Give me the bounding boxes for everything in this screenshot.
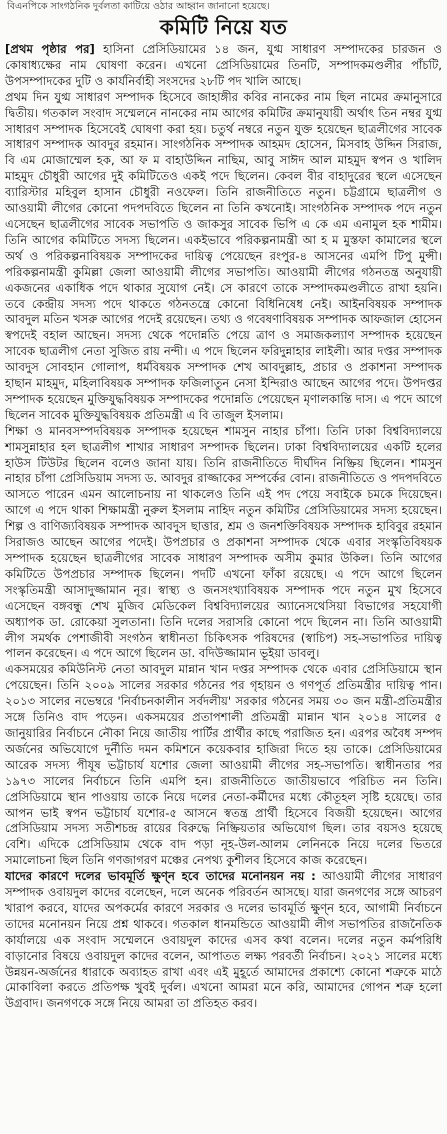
paragraph-text: প্রথম দিন যুগ্ম সাধারণ সম্পাদক হিসেবে জাহাঙ্গীর কবির নানকের নাম ছিল নামের ক্রমানুসারে দ্বিতীয়। গতকাল সংবাদ সম্মেলনে নানকের নাম আগের কমিটির ক্রমানুযায়ী অর্থাৎ তিন নম্বর যুগ্ম সাধারণ সম্পাদক হিসেবেই ঘোষণা করা হয়। চতুর্থ নম্বরে নতুন যুক্ত হয়েছেন ছাত্রলীগের সাবেক সাধারণ সম্পাদক আবদুর রহমান। সাংগঠনিক সম্পাদক আহমদ হোসেন, মিসবাহ উদ্দিন সিরাজ, বি এম মোজাম্মেল হক, আ ফ ম বাহাউদ্দিন নাছিম, আবু সাঈদ আল মাহমুদ স্বপন ও খালিদ মাহমুদ চৌধুরী আগের দুই কমিটিতেও একই পদে ছিলেন। কেবল বীর বাহাদুরের স্থলে এসেছেন ব্যারিস্টার মহিবুল হাসান চৌধুরী নওফেল। তিনি রাজনীতিতে নতুন। চট্টগ্রামে ছাত্রলীগ ও আওয়ামী লীগের কোনো পদপদবিতে ছিলেন না তিনি কখনোই। সাংগঠনিক সম্পাদক পদে নতুন এসেছেন ছাত্রলীগের সাবেক সভাপতি ও জাকসুর সাবেক ভিপি এ কে এম এনামুল হক শামীম। তিনি আগের কমিটিতে সদস্য ছিলেন। একইভাবে পরিকল্পনামন্ত্রী আ হ ম মুস্তফা কামালের স্থলে অর্থ ও পরিকল্পনাবিষয়ক সম্পাদকের দায়িত্ব পেয়েছেন রংপুর-৪ আসনের এমপি টিপু মুন্সী। পরিকল্পনামন্ত্রী কুমিল্লা জেলা আওয়ামী লীগের সভাপতি। আওয়ামী লীগের গঠনতন্ত্র অনুযায়ী একজনের একাধিক পদে থাকার সুযোগ নেই। সে কারণে তাকে সম্পাদকমণ্ডলীতে রাখা হয়নি। তবে কেন্দ্রীয় সদস্য পদে থাকতে গঠনতন্ত্রে কোনো বিধিনিষেধ নেই। আইনবিষয়ক সম্পাদক আবদুল মতিন খসরু আগের পদেই রয়েছেন। তথ্য ও গবেষণাবিষয়ক সম্পাদক আফজাল হোসেন স্বপদেই বহাল আছেন। সদস্য থেকে পদোন্নতি পেয়ে ত্রাণ ও সমাজকল্যাণ সম্পাদক হয়েছেন সাবেক ছাত্রলীগ নেতা সুজিত রায় নন্দী। এ পদে ছিলেন ফরিদুন্নাহার লাইলী। আর দপ্তর সম্পাদক আবদুস সোবহান গোলাপ, ধর্মবিষয়ক সম্পাদক শেখ আবদুল্লাহ, প্রচার ও প্রকাশনা সম্পাদক হাছান মাহমুদ, মহিলাবিষয়ক সম্পাদক ফজিলাতুন নেসা ইন্দিরাও আছেন আগের পদে। উপদপ্তর সম্পাদক হয়েছেন মুক্তিযুদ্ধবিষয়ক সম্পাদকের পদোন্নতি পেয়েছেন মৃণালকান্তি দাস। এ পদে আগে ছিলেন সাবেক মুক্তিযুদ্ধবিষয়ক প্রতিমন্ত্রী এ বি তাজুল ইসলাম। [5, 89, 442, 422]
continuation-marker: [প্রথম পৃষ্ঠার পর] [5, 42, 95, 56]
article-paragraph [5, 42, 442, 90]
article-paragraph [5, 90, 442, 424]
article-paragraph [5, 869, 442, 1012]
article-paragraph [5, 662, 442, 869]
subheading: যাদের কারণে দলের ভাবমূর্তি ক্ষুণ্ন হবে তাদের মনোনয়ন নয় : [5, 869, 316, 884]
paragraph-text: একসময়ের কমিউনিস্ট নেতা আবদুল মান্নান খান দপ্তর সম্পাদক থেকে এবার প্রেসিডিয়ামে স্থান পেয়েছেন। তিনি ২০০৯ সালের সরকার গঠনের পর গৃহায়ন ও গণপূর্ত প্রতিমন্ত্রীর দায়িত্ব পান। ২০১৩ সালের নভেম্বরে 'নির্বাচনকালীন সর্বদলীয়' সরকার গঠনের সময় ৩০ জন মন্ত্রী-প্রতিমন্ত্রীর সঙ্গে তিনিও বাদ পড়েন। একসময়ের প্রতাপশালী প্রতিমন্ত্রী মান্নান খান ২০১৪ সালের ৫ জানুয়ারির নির্বাচনে নৌকা নিয়ে জাতীয় পার্টির প্রার্থীর কাছে পরাজিত হন। এরপর অবৈধ সম্পদ অর্জনের অভিযোগে দুর্নীতি দমন কমিশনে কয়েকবার হাজিরা দিতে হয় তাকে। প্রেসিডিয়ামের আরেক সদস্য পীযূষ ভট্টাচার্য যশোর জেলা আওয়ামী লীগের সহ-সভাপতি। স্বাধীনতার পর ১৯৭৩ সালের নির্বাচনে তিনি এমপি হন। রাজনীতিতে জাতীয়ভাবে পরিচিত নন তিনি। প্রেসিডিয়ামে স্থান পাওয়ায় তাকে নিয়ে দলের নেতা-কর্মীদের মধ্যে কৌতূহল সৃষ্টি হয়েছে। তার আপন ভাই স্বপন ভট্টাচার্য যশোর-৫ আসনে স্বতন্ত্র প্রার্থী হিসেবে বিজয়ী হয়েছেন। আগের প্রেসিডিয়াম সদস্য সতীশচন্দ্র রায়ের বিরুদ্ধে নিষ্ক্রিয়তার অভিযোগ ছিল। তার বয়সও হয়েছে বেশি। এদিকে প্রেসিডিয়াম থেকে বাদ পড়া নূহ-উল-আলম লেনিনকে নিয়ে দলের ভিতরে সমালোচনা ছিল তিনি গণজাগরণ মঞ্চের নেপথ্য কুশীলব হিসেবে কাজ করেছেন। [5, 662, 442, 868]
article-headline: কমিটি নিয়ে যত [159, 15, 288, 39]
paragraph-text: হাসিনা প্রেসিডিয়ামের ১৪ জন, যুগ্ম সাধারণ সম্পাদকের চারজন ও কোষাধ্যক্ষের নাম ঘোষণা করেন। এখনো প্রেসিডিয়ামের তিনটি, সম্পাদকমণ্ডলীর পাঁচটি, উপসম্পাদকের দুটি ও কার্যনির্বাহী সংসদের ২৮টি পদ খালি আছে। [5, 42, 442, 88]
previous-article-tail: বিএনপিকে সাংগঠনিক দুর্বলতা কাটিয়ে ওঠার আহ্বান জানানো হয়েছে। [7, 1, 270, 12]
paragraph-text: আওয়ামী লীগের সাধারণ সম্পাদক ওবায়দুল কাদের বলেছেন, দলে অনেক পরিবর্তন আসছে। যারা জনগণের সঙ্গে আচরণ খারাপ করবে, যাদের অপকর্মের কারণে সরকার ও দলের ভাবমূর্তি ক্ষুণ্ন হবে, আগামী নির্বাচনে তাদের মনোনয়ন নিয়ে প্রশ্ন থাকবে। গতকাল ধানমন্ডিতে আওয়ামী লীগ সভাপতির রাজনৈতিক কার্যালয়ে এক সংবাদ সম্মেলনে ওবায়দুল কাদের এসব কথা বলেন। দলের নতুন কর্মপরিধি বাড়ানোর বিষয়ে ওবায়দুল কাদের বলেন, আপাতত লক্ষ্য পরবর্তী নির্বাচন। ২০২১ সালের মধ্যে উন্নয়ন-অর্জনের ধারাকে অব্যাহত রাখা এবং এই মুহূর্তে আমাদের প্রকাশ্যে কোনো শত্রুকে মাঠে মোকাবিলা করতে প্রতিপক্ষ খুবই দুর্বল। এখনো আমরা মনে করি, আমাদের গোপন শত্রু হলো উগ্রবাদ। জনগণকে সঙ্গে নিয়ে আমরা তা প্রতিহত করব। [5, 869, 442, 1011]
article-paragraph [5, 424, 442, 663]
paragraph-text: শিক্ষা ও মানবসম্পদবিষয়ক সম্পাদক হয়েছেন শামসুন নাহার চাঁপা। তিনি ঢাকা বিশ্ববিদ্যালয়ে শামসুন্নাহার হল ছাত্রলীগ শাখার সাধারণ সম্পাদক ছিলেন। ঢাকা বিশ্ববিদ্যালয়ের একটি হলের হাউস টিউটর ছিলেন বলেও জানা যায়। তিনি রাজনীতিতে দীর্ঘদিন নিষ্ক্রিয় ছিলেন। শামসুন নাহার চাঁপা প্রেসিডিয়াম সদস্য ড. আবদুর রাজ্জাকের সম্পর্কের বোন। রাজনীতিতে ও পদপদবিতে আসতে পারেন এমন আলোচনায় না থাকলেও তিনি এই পদ পেয়ে সবাইকে চমকে দিয়েছেন। আগে এ পদে থাকা শিক্ষামন্ত্রী নুরুল ইসলাম নাহিদ নতুন কমিটির প্রেসিডিয়ামের সদস্য হয়েছেন। শিল্প ও বাণিজ্যবিষয়ক সম্পাদক আবদুস ছাত্তার, শ্রম ও জনশক্তিবিষয়ক সম্পাদক হাবিবুর রহমান সিরাজও আছেন আগের পদেই। উপপ্রচার ও প্রকাশনা সম্পাদক থেকে এবার সংস্কৃতিবিষয়ক সম্পাদক হয়েছেন ছাত্রলীগের সাবেক সাধারণ সম্পাদক অসীম কুমার উকিল। তিনি আগের কমিটিতে উপপ্রচার সম্পাদক ছিলেন। পদটি এখনো ফাঁকা রয়েছে। এ পদে আগে ছিলেন সংস্কৃতিমন্ত্রী আসাদুজ্জামান নূর। স্বাস্থ্য ও জনসংখ্যাবিষয়ক সম্পাদক পদে নতুন মুখ হিসেবে এসেছেন বঙ্গবন্ধু শেখ মুজিব মেডিকেল বিশ্ববিদ্যালয়ের অ্যানেসথেসিয়া বিভাগের সহযোগী অধ্যাপক ডা. রোকেয়া সুলতানা। তিনি দলের সরাসরি কোনো পদে ছিলেন না। তিনি আওয়ামী লীগ সমর্থক পেশাজীবী সংগঠন স্বাধীনতা চিকিৎসক পরিষদের (স্বাচিপ) সহ-সভাপতির দায়িত্ব পালন করেছেন। এ পদে আগে ছিলেন ডা. বদিউজ্জামান ভূইয়া ডাবলু। [5, 423, 442, 661]
article-body [5, 42, 442, 1012]
